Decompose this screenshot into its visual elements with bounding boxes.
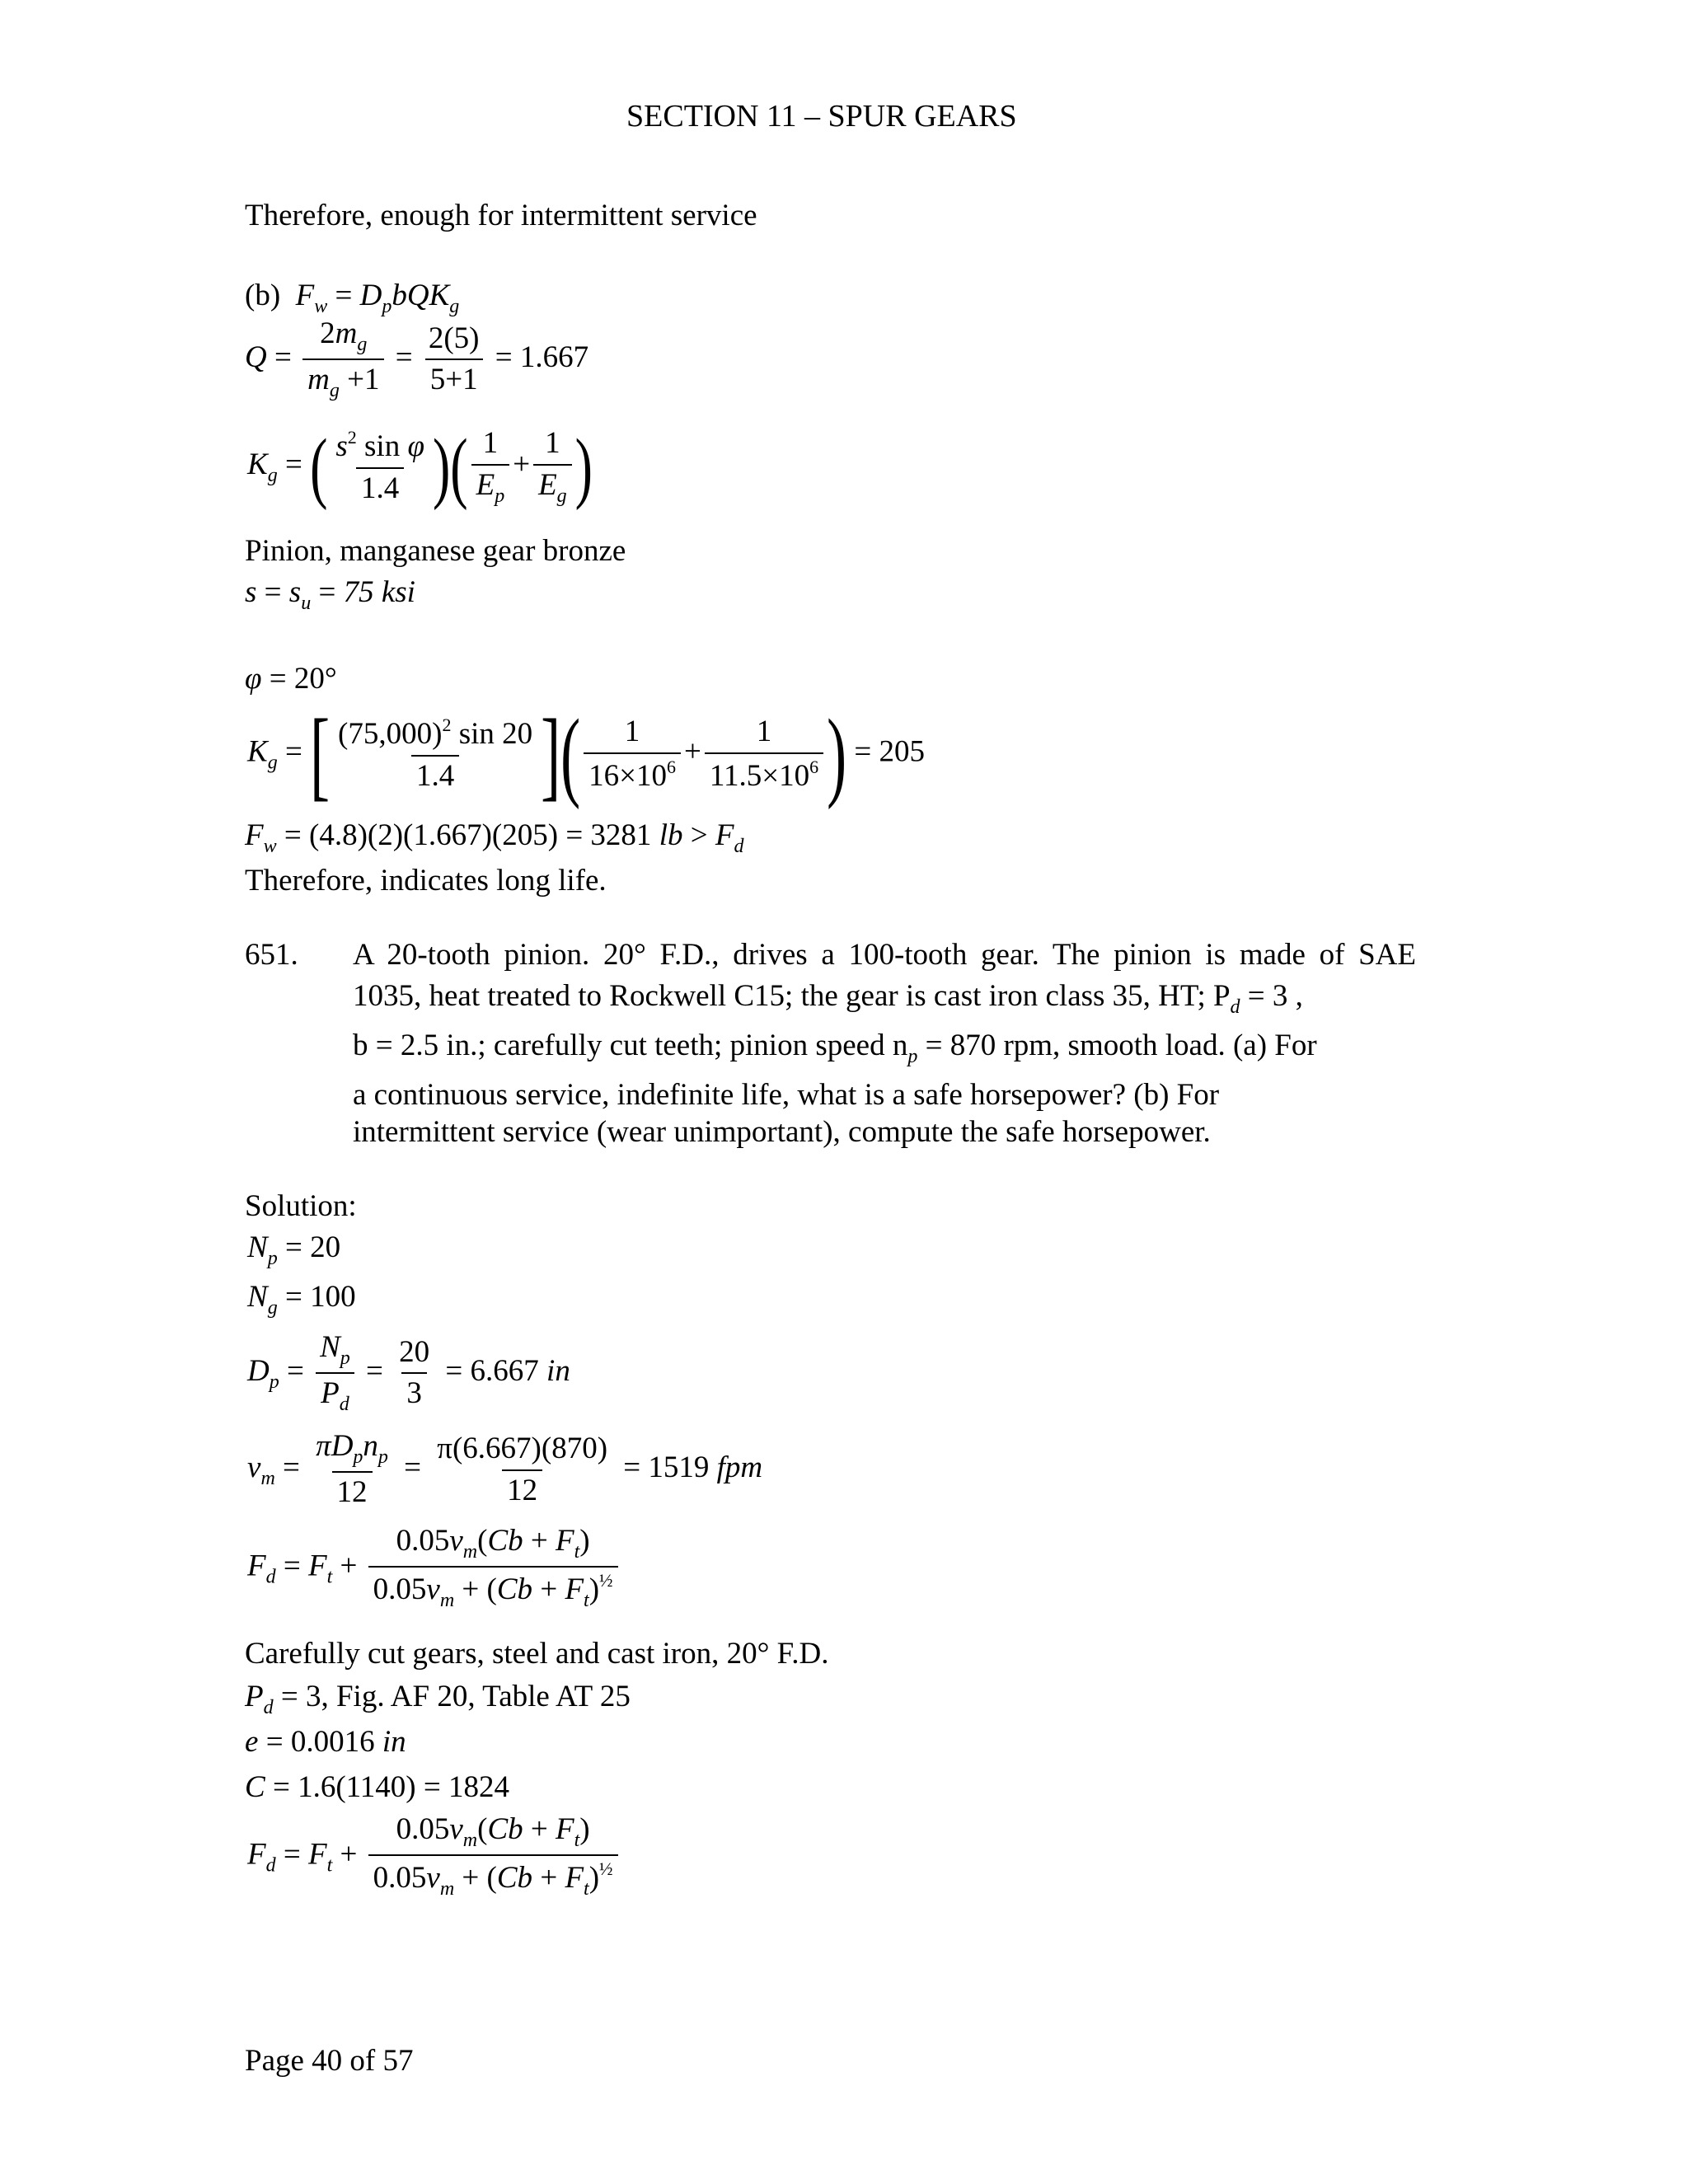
problem-line-2: 1035, heat treated to Rockwell C15; the gear is cast iron class 35, HT; $P_d = 3$ , bbox=[353, 979, 1303, 1018]
q-formula: Q = $\frac{2m_g}{m_g +1}$ = $\frac{2(5)}{5+1}$ = 1.667 bbox=[245, 316, 589, 402]
page-footer: Page 40 of 57 bbox=[245, 2044, 414, 2078]
vm-result: 1519 bbox=[648, 1451, 710, 1485]
phi-formula: φ = 20° bbox=[245, 662, 337, 696]
problem-line-3: b = 2.5 in.; carefully cut teeth; pinion speed $n_p = 870$ rpm, smooth load. (a) For bbox=[353, 1029, 1317, 1067]
fw-expression: (4.8)(2)(1.667)(205) = 3281 bbox=[309, 818, 652, 852]
c-expression: 1.6(1140) = 1824 bbox=[298, 1770, 509, 1804]
fd-formula-2: $F_d = F_t$ + $\frac{0.05v_m(Cb + F_t)}{0.05v_m + (Cb + F_t)^{\frac{1}{2}}}$ bbox=[247, 1813, 621, 1900]
kg-result: 205 bbox=[879, 734, 925, 769]
fw-numeric: $F_w = (4.8)(2)(1.667)(205) = 3281$ lb > $F_d$ bbox=[245, 818, 744, 857]
pd-reference: , Fig. AF 20, Table AT 25 bbox=[321, 1680, 631, 1713]
pd-note: $P_d = 3$, Fig. AF 20, Table AT 25 bbox=[245, 1680, 631, 1718]
problem-text-3a: b = 2.5 in.; carefully cut teeth; pinion speed n bbox=[353, 1029, 908, 1062]
long-life-conclusion: Therefore, indicates long life. bbox=[245, 864, 607, 898]
problem-line-5 bbox=[353, 1117, 1211, 1147]
fd-formula-1: $F_d = F_t$ + $\frac{0.05v_m(Cb + F_t)}{0.05v_m + (Cb + F_t)^{\frac{1}{2}}}$ bbox=[247, 1525, 621, 1612]
np-formula: $N_p = 20$ bbox=[247, 1230, 341, 1269]
ng-value: 100 bbox=[310, 1280, 356, 1314]
problem-text-1: A 20-tooth pinion. 20° F.D., drives a 100-tooth gear. The pinion is made of SAE bbox=[353, 938, 1416, 972]
s-value: 75 ksi bbox=[343, 575, 415, 609]
problem-line-4 bbox=[353, 1080, 1416, 1110]
phi-value: 20° bbox=[293, 662, 337, 696]
dp-formula: $D_p$ = $\frac{N_p}{P_d}$ = $\frac{20}{3}$ = 6.667 in bbox=[247, 1330, 570, 1416]
q-result: 1.667 bbox=[519, 340, 589, 374]
problem-text-4: a continuous service, indefinite life, what is a safe horsepower? (b) For bbox=[353, 1078, 1220, 1112]
intro-sentence: Therefore, enough for intermittent service bbox=[245, 199, 757, 232]
kg-numeric: $K_g$ = [ $\frac{(75,000)^2 \sin 20}{1.4}$ ]( $\frac{1}{16\times 10^6}$ + $\frac{1}{11.5\times 10^6}$ ) = 205 bbox=[247, 698, 925, 811]
solution-label: Solution: bbox=[245, 1189, 357, 1223]
part-b-label: (b) bbox=[245, 279, 281, 312]
vm-numerator: π(6.667)(870) bbox=[437, 1431, 608, 1465]
fw-formula: (b) $F_w = D_pbQK_g$ bbox=[245, 279, 460, 317]
page-header: SECTION 11 – SPUR GEARS bbox=[626, 99, 1017, 134]
e-value: 0.0016 bbox=[290, 1725, 375, 1759]
dp-result: 6.667 bbox=[470, 1353, 539, 1388]
cut-gears-note: Carefully cut gears, steel and cast iron, 20° F.D. bbox=[245, 1637, 829, 1671]
ng-formula: $N_g = 100$ bbox=[247, 1280, 356, 1319]
pinion-material: Pinion, manganese gear bronze bbox=[245, 534, 626, 568]
problem-number: 651. bbox=[245, 938, 298, 972]
problem-text-2: 1035, heat treated to Rockwell C15; the gear is cast iron class 35, HT; P bbox=[353, 979, 1231, 1013]
vm-formula: $v_m$ = $\frac{\pi D_pn_p}{12}$ = $\frac{\pi(6.667)(870)}{12}$ = 1519 fpm bbox=[247, 1429, 763, 1510]
problem-line-1 bbox=[353, 940, 1416, 970]
problem-text-5: intermittent service (wear unimportant), compute the safe horsepower. bbox=[353, 1115, 1211, 1149]
c-formula: C = 1.6(1140) = 1824 bbox=[245, 1770, 509, 1804]
kg-formula: $K_g$ = ( $\frac{s^2 \sin \varphi}{1.4}$ )( $\frac{1}{E_p}$ + $\frac{1}{E_g}$ ) bbox=[247, 422, 593, 511]
s-formula: $s = s_u = 75$ ksi bbox=[245, 575, 415, 614]
problem-text-3b: = 870 rpm, smooth load. (a) For bbox=[925, 1029, 1317, 1062]
e-formula: e = 0.0016 in bbox=[245, 1725, 406, 1759]
np-value: 20 bbox=[310, 1230, 341, 1264]
